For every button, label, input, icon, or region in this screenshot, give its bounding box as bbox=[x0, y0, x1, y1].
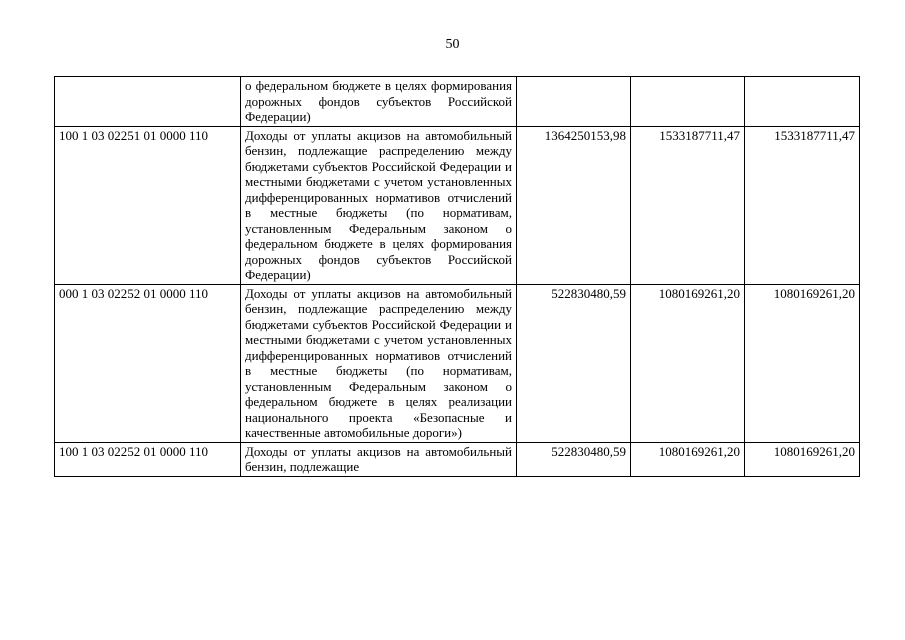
value-cell: 1533187711,47 bbox=[631, 126, 745, 284]
value-cell bbox=[631, 77, 745, 127]
description-cell: о федеральном бюджете в целях формирования дорожных фондов субъектов Российской Федерации) bbox=[241, 77, 517, 127]
value-cell: 1080169261,20 bbox=[631, 442, 745, 476]
value-cell bbox=[745, 77, 860, 127]
budget-code-cell: 000 1 03 02252 01 0000 110 bbox=[55, 284, 241, 442]
budget-code-cell: 100 1 03 02251 01 0000 110 bbox=[55, 126, 241, 284]
value-cell: 1364250153,98 bbox=[517, 126, 631, 284]
page-number: 50 bbox=[445, 37, 460, 52]
budget-code-cell: 100 1 03 02252 01 0000 110 bbox=[55, 442, 241, 476]
table-row bbox=[55, 442, 860, 476]
table-row bbox=[55, 284, 860, 442]
budget-code-cell bbox=[55, 77, 241, 127]
value-cell: 1533187711,47 bbox=[745, 126, 860, 284]
value-cell: 522830480,59 bbox=[517, 442, 631, 476]
table-row bbox=[55, 77, 860, 127]
description-cell: Доходы от уплаты акцизов на автомобильный бензин, подлежащие распределению между бюджетами субъектов Российской Федерации и местными бюджетами с учетом установленных дифференцированных нормативов отчислений в местные бюджеты (по нормативам, установленным Федеральным законом о федеральном бюджете в целях формирования дорожных фондов субъектов Российской Федерации) bbox=[241, 126, 517, 284]
revenue-table bbox=[54, 76, 860, 477]
value-cell: 1080169261,20 bbox=[631, 284, 745, 442]
value-cell: 1080169261,20 bbox=[745, 442, 860, 476]
value-cell bbox=[517, 77, 631, 127]
description-cell: Доходы от уплаты акцизов на автомобильный бензин, подлежащие распределению между бюджетами субъектов Российской Федерации и местными бюджетами с учетом установленных дифференцированных нормативов отчислений в местные бюджеты (по нормативам, установленным Федеральным законом о федеральном бюджете в целях реализации национального проекта «Безопасные и качественные автомобильные дороги») bbox=[241, 284, 517, 442]
value-cell: 1080169261,20 bbox=[745, 284, 860, 442]
description-cell: Доходы от уплаты акцизов на автомобильный бензин, подлежащие bbox=[241, 442, 517, 476]
value-cell: 522830480,59 bbox=[517, 284, 631, 442]
table-row bbox=[55, 126, 860, 284]
